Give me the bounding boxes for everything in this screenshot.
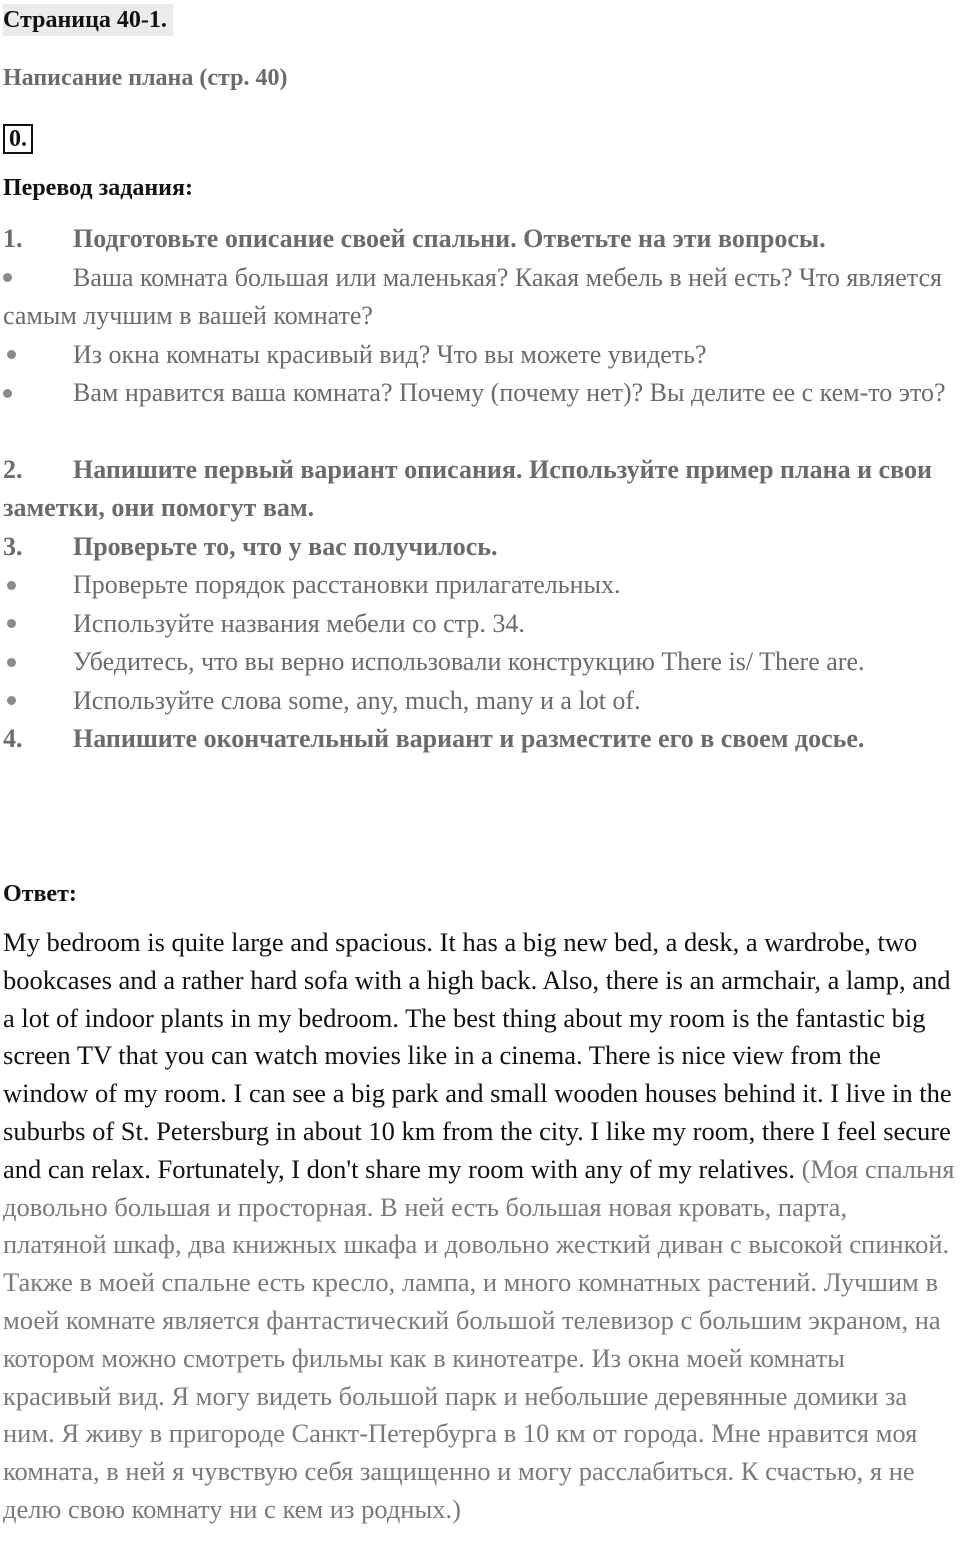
translation-heading: Перевод задания: <box>3 175 193 201</box>
page-title: Страница 40-1. <box>3 4 173 36</box>
bullet-text: Из окна комнаты красивый вид? Что вы можете увидеть? <box>73 339 707 369</box>
task-step-4 <box>3 720 953 759</box>
task-bullet <box>3 336 953 375</box>
boxed-exercise-number: 0. <box>3 124 33 154</box>
answer-text <box>3 924 957 1529</box>
bullet-icon <box>3 378 12 407</box>
bullet-text: Проверьте порядок расстановки прилагательных. <box>73 570 621 599</box>
task-bullet <box>3 643 953 682</box>
task-step-2 <box>3 451 953 528</box>
bullet-text: Убедитесь, что вы верно использовали конструкцию There is/ There are. <box>73 647 865 676</box>
bullet-icon <box>3 263 12 292</box>
answer-english: My bedroom is quite large and spacious. It has a big new bed, a desk, a wardrobe, two bookcases and a rather hard sofa with a high back. Also, there is an armchair, a lamp, and a lot of indoor plants in my bedroom. The best thing about my room is the fantastic big screen TV that you can watch movies like in a cinema. There is nice view from the window of my room. I can see a big park and small wooden houses behind it. I live in the suburbs of St. Petersburg in about 10 km from the city. I like my room, there I feel secure and can relax. Fortunately, I don't share my room with any of my relatives. <box>3 927 952 1184</box>
answer-russian-translation: (Моя спальня довольно большая и просторная. В ней есть большая новая кровать, парта, платяной шкаф, два книжных шкафа и довольно жесткий диван с высокой спинкой. Также в моей спальне есть кресло, лампа, и много комнатных растений. Лучшим в моей комнате является фантастический большой телевизор с большим экраном, на котором можно смотреть фильмы как в кинотеатре. Из окна моей комнаты красивый вид. Я могу видеть большой парк и небольшие деревянные домики за ним. Я живу в пригороде Санкт-Петербурга в 10 км от города. Мне нравится моя комната, в ней я чувствую себя защищенно и могу расслабиться. К счастью, я не делю свою комнату ни с кем из родных.) <box>3 1153 955 1524</box>
step-number: 2. <box>3 454 23 484</box>
task-translation-list <box>3 220 953 759</box>
bullet-icon <box>7 605 77 644</box>
step-text: Проверьте то, что у вас получилось. <box>73 531 498 561</box>
bullet-text: Используйте слова some, any, much, many и a lot of. <box>73 685 641 715</box>
bullet-text: Используйте названия мебели со стр. 34. <box>73 608 525 638</box>
step-text: Напишите окончательный вариант и разместите его в своем досье. <box>73 724 865 753</box>
task-step-1 <box>3 220 953 259</box>
bullet-icon <box>7 643 77 682</box>
task-step-3 <box>3 528 953 567</box>
step-text: Подготовьте описание своей спальни. Ответьте на эти вопросы. <box>73 224 826 253</box>
step-number: 3. <box>3 531 23 561</box>
bullet-icon <box>7 336 77 375</box>
section-subtitle: Написание плана (стр. 40) <box>3 65 288 91</box>
bullet-text: Вам нравится ваша комната? Почему (почему нет)? Вы делите ее с кем-то это? <box>73 378 946 407</box>
step-number: 4. <box>3 724 23 753</box>
step-number: 1. <box>3 224 23 253</box>
task-bullet <box>3 259 953 336</box>
step-text: Напишите первый вариант описания. Используйте пример плана и свои заметки, они помогут вам. <box>3 454 932 522</box>
task-bullet <box>3 605 953 644</box>
task-bullet <box>3 682 953 721</box>
task-bullet <box>3 566 953 605</box>
bullet-icon <box>7 566 77 605</box>
bullet-text: Ваша комната большая или маленькая? Какая мебель в ней есть? Что является самым лучшим в вашей комнате? <box>3 262 942 330</box>
task-bullet <box>3 374 953 413</box>
answer-label: Ответ: <box>3 881 77 907</box>
bullet-icon <box>7 682 77 721</box>
